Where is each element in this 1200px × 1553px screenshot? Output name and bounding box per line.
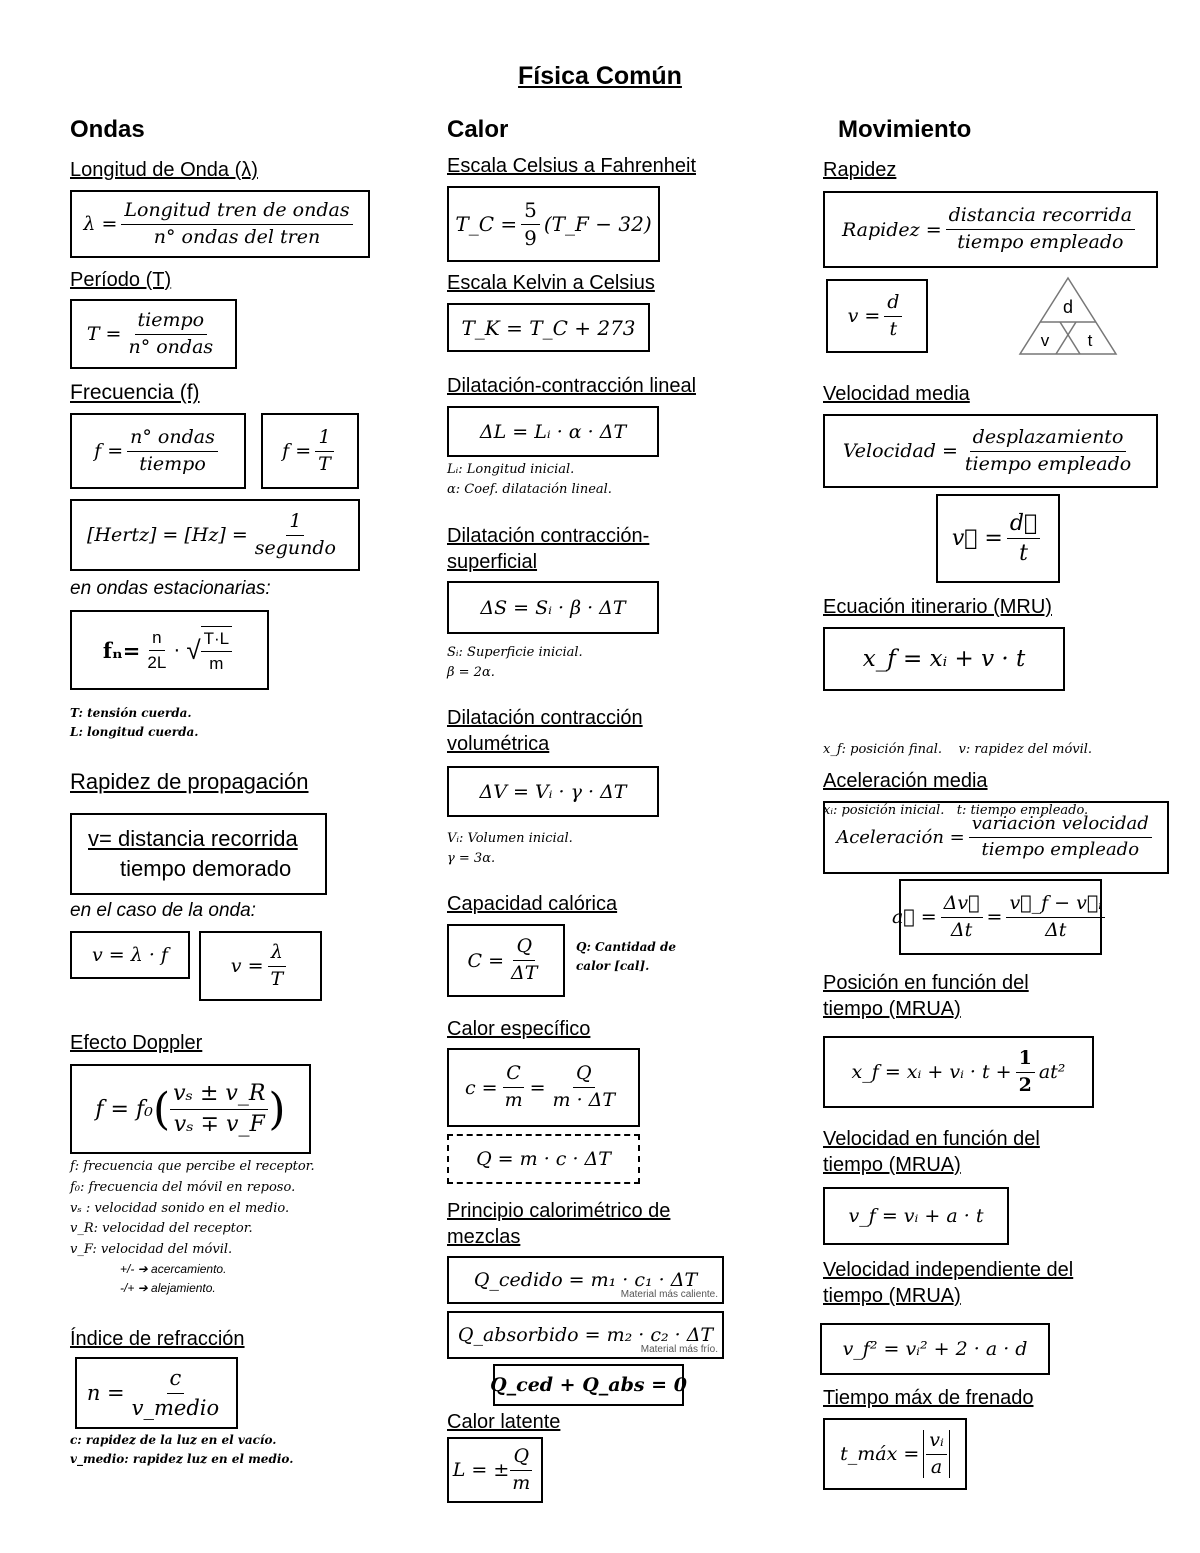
lineal-formula: ΔL = Lᵢ · α · ΔT	[447, 406, 659, 457]
longitud-label: Longitud de Onda (λ)	[70, 159, 258, 181]
doppler-notes: f: frecuencia que percibe el receptor. f₀: frecuencia del móvil en reposo. vₛ : velocidad sonido en el medio. v_R: velocidad del receptor. v_F: velocidad del móvil.	[70, 1159, 315, 1258]
rapidez-formula: Rapidez = $\frac{\text{distancia recorrida}}{\text{tiempo empleado}}$	[823, 191, 1158, 268]
volumetrica-label: Dilatación contracción volumétrica	[447, 707, 643, 755]
rapidez-vdt-formula: v = $\frac{d}{t}$	[826, 279, 928, 353]
estacionarias-label: en ondas estacionarias:	[70, 578, 271, 599]
calor-formula: Q = m · c · ΔT	[447, 1134, 640, 1184]
rapidez-propagacion-formula: v= distancia recorrida tiempo demorado	[70, 813, 327, 895]
superficial-formula: ΔS = Sᵢ · β · ΔT	[447, 581, 659, 634]
capacidad-notes: Q: Cantidad de calor [cal].	[576, 940, 676, 973]
triangle-v-label: v	[1040, 331, 1050, 350]
onda-period-formula: v = $\frac{\lambda}{T}$	[199, 931, 322, 1001]
capacidad-label: Capacidad calórica	[447, 893, 618, 915]
especifico-formula: c = $\frac{C}{m}$ = $\frac{Q}{m \cdot \Delta T}$	[447, 1048, 640, 1127]
latente-formula: L = ± $\frac{Q}{m}$	[447, 1437, 543, 1503]
calor-cedido-formula: Q_cedido = m₁ · c₁ · ΔT Material más caliente.	[447, 1256, 724, 1304]
ondas-heading: Ondas	[70, 116, 145, 143]
volumetrica-formula: ΔV = Vᵢ · γ · ΔT	[447, 766, 659, 817]
frecuencia-formula: f = $\frac{\text{n° ondas}}{\text{tiempo}}$	[70, 413, 246, 489]
frenado-label: Tiempo máx de frenado	[823, 1387, 1034, 1409]
independiente-label: Velocidad independiente del tiempo (MRUA)	[823, 1259, 1074, 1307]
triangle-d-label: d	[1062, 297, 1074, 317]
aceleracion-formula: Aceleración = $\frac{\text{variación velocidad}}{\text{tiempo empleado}}$	[823, 801, 1169, 874]
latente-label: Calor latente	[447, 1411, 561, 1433]
periodo-formula: T = $\frac{\text{tiempo}}{\text{n° ondas}}$	[70, 299, 237, 369]
calor-absorbido-formula: Q_absorbido = m₂ · c₂ · ΔT Material más frío.	[447, 1311, 724, 1359]
triangle-t-label: t	[1087, 331, 1093, 350]
velocidad-label: Velocidad en función del tiempo (MRUA)	[823, 1128, 1040, 1176]
frecuencia-inverse-formula: f = $\frac{1}{T}$	[261, 413, 359, 489]
material-caliente-tag: Material más caliente.	[620, 1289, 718, 1300]
capacidad-formula: C = $\frac{Q}{\Delta T}$	[447, 924, 565, 997]
itinerario-notes: x_f: posición final. v: rapidez del móvil. xᵢ: posición inicial. t: tiempo empleado.	[823, 742, 1093, 818]
doppler-formula: f = f₀ ( $\frac{\text{vₛ ± v\_R}}{\text{vₛ ∓ v\_F}}$ )	[70, 1064, 311, 1154]
doppler-signs: +/- ➔ acercamiento. -/+ ➔ alejamiento.	[120, 1262, 227, 1296]
periodo-label: Período (T)	[70, 269, 172, 291]
celsius-formula: T_C = $\frac{5}{9}$ (T_F − 32)	[447, 186, 660, 262]
rapidez-label: Rapidez	[823, 159, 897, 181]
dvt-triangle-diagram	[1018, 276, 1118, 356]
kelvin-formula: T_K = T_C + 273	[447, 303, 650, 352]
independiente-formula: v_f² = vᵢ² + 2 · a · d	[820, 1323, 1050, 1375]
frecuencia-label: Frecuencia (f)	[70, 381, 200, 404]
posicion-label: Posición en función del tiempo (MRUA)	[823, 972, 1029, 1020]
refraccion-label: Índice de refracción	[70, 1328, 245, 1350]
lineal-notes: Lᵢ: Longitud inicial. α: Coef. dilatación lineal.	[447, 462, 612, 498]
superficial-label: Dilatación contracción- superficial	[447, 525, 650, 573]
vmedia-vector-formula: v⃗ = $\frac{d⃗}{t}$	[936, 494, 1060, 583]
movimiento-heading: Movimiento	[838, 116, 972, 143]
frenado-formula: t_máx = $\frac{\text{vᵢ}}{a}$	[823, 1418, 967, 1490]
vmedia-label: Velocidad media	[823, 383, 970, 405]
volumetrica-notes: Vᵢ: Volumen inicial. γ = 3α.	[447, 831, 573, 867]
refraccion-notes: c: rapidez de la luz en el vacío. v_medio: rapidez luz en el medio.	[70, 1433, 294, 1466]
hertz-formula: [Hertz] = [Hz] = $\frac{1}{\text{segundo}}$	[70, 499, 360, 571]
balance-formula: Q_ced + Q_abs = 0	[493, 1364, 684, 1406]
onda-velocity-formula: v = λ · f	[70, 931, 190, 979]
doppler-label: Efecto Doppler	[70, 1032, 203, 1054]
estacionarias-formula: fₙ= $\frac{n}{2L}$ · √ $\frac{T\cdot L}{m}$	[70, 610, 269, 690]
kelvin-label: Escala Kelvin a Celsius	[447, 272, 655, 294]
page-title: Física Común	[518, 62, 682, 90]
longitud-formula: λ = $\frac{\text{Longitud tren de ondas}}{\text{n° ondas del tren}}$	[70, 190, 370, 258]
refraccion-formula: n = $\frac{c}{\text{v\_medio}}$	[75, 1357, 238, 1429]
mezclas-label: Principio calorimétrico de mezclas	[447, 1200, 671, 1248]
aceleracion-vector-formula: a⃗ = $\frac{\Delta v⃗}{\Delta t}$ = $\frac{\text{v⃗\_f − v⃗ᵢ}}{\Delta t}$	[899, 879, 1102, 955]
itinerario-label: Ecuación itinerario (MRU)	[823, 596, 1052, 618]
caso-onda-label: en el caso de la onda:	[70, 900, 256, 921]
itinerario-formula: x_f = xᵢ + v · t	[823, 627, 1065, 691]
lineal-label: Dilatación-contracción lineal	[447, 375, 697, 397]
posicion-formula: x_f = xᵢ + vᵢ · t + $\frac{1}{2}$ at²	[823, 1036, 1094, 1108]
calor-heading: Calor	[447, 116, 509, 143]
vmedia-formula: Velocidad = $\frac{\text{desplazamiento}}{\text{tiempo empleado}}$	[823, 414, 1158, 488]
velocidad-formula: v_f = vᵢ + a · t	[823, 1187, 1009, 1245]
especifico-label: Calor específico	[447, 1018, 591, 1040]
aceleracion-label: Aceleración media	[823, 770, 988, 792]
material-frio-tag: Material más frío.	[640, 1344, 718, 1355]
rapidez-propagacion-label: Rapidez de propagación	[70, 769, 309, 794]
celsius-label: Escala Celsius a Fahrenheit	[447, 155, 697, 177]
estacionarias-notes: T: tensión cuerda. L: longitud cuerda.	[70, 706, 199, 739]
superficial-notes: Sᵢ: Superficie inicial. β = 2α.	[447, 645, 583, 681]
